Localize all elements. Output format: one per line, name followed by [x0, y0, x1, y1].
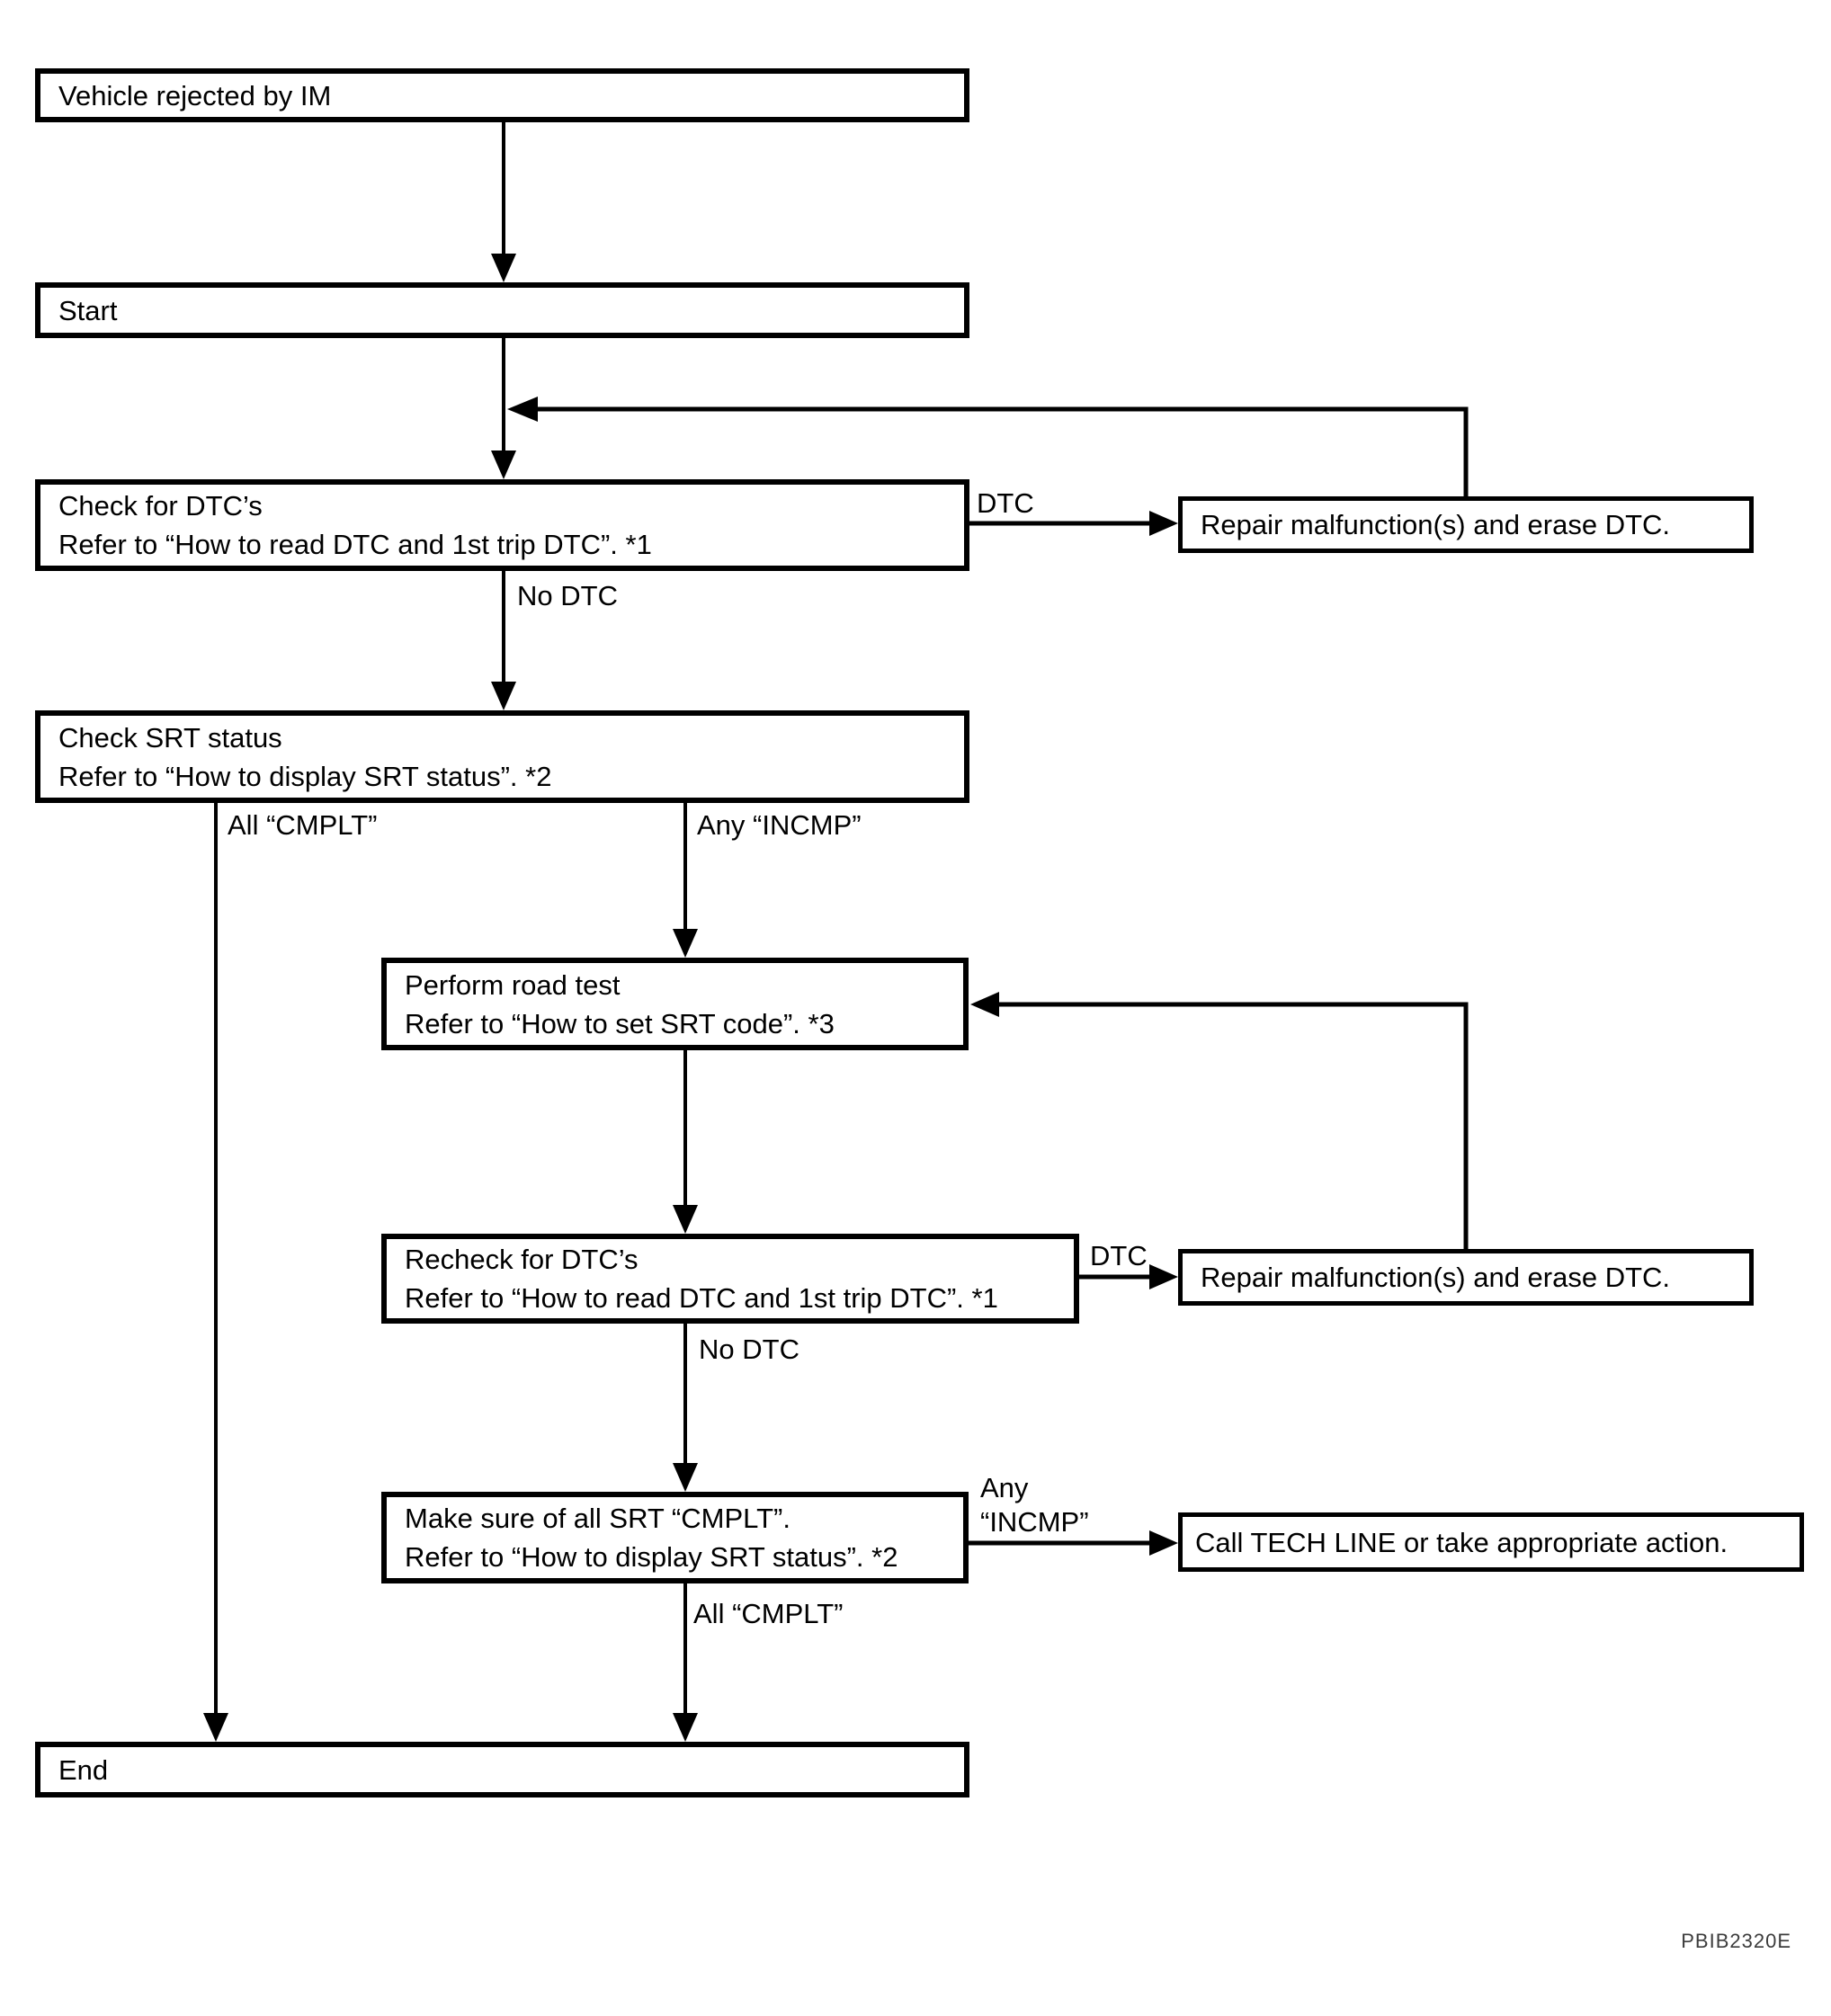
node-text-line: Repair malfunction(s) and erase DTC.	[1201, 1262, 1671, 1293]
edge-label-all-cmplt-1: All “CMPLT”	[228, 809, 378, 841]
node-text-line: Make sure of all SRT “CMPLT”.	[405, 1503, 790, 1534]
node-text-line: Check for DTC’s	[58, 490, 263, 522]
edge-vehicle-to-start	[491, 122, 516, 282]
node-text-line: Refer to “How to display SRT status”. *2	[58, 760, 552, 792]
edge-label-dtc-2: DTC	[1090, 1240, 1148, 1271]
node-text-line: Repair malfunction(s) and erase DTC.	[1201, 509, 1671, 540]
edge-label-no-dtc-2: No DTC	[699, 1334, 799, 1365]
node-check-srt-status	[35, 710, 969, 803]
node-text-line: Vehicle rejected by IM	[58, 79, 332, 112]
edge-check-dtc-to-check-srt	[491, 571, 516, 710]
edge-label-all-cmplt-2: All “CMPLT”	[693, 1598, 844, 1629]
node-text-line: End	[58, 1753, 109, 1786]
node-vehicle-rejected	[35, 68, 969, 122]
figure-code-label: PBIB2320E	[1681, 1930, 1791, 1952]
node-text-line: Perform road test	[405, 968, 621, 1001]
node-text-line: Start	[58, 294, 118, 326]
edge-label-no-dtc-1: No DTC	[517, 580, 618, 611]
node-text-line: Check SRT status	[58, 721, 282, 754]
node-text-line: Refer to “How to set SRT code”. *3	[405, 1007, 835, 1039]
edge-label-any-incmp-2-line1: Any	[980, 1472, 1029, 1503]
edge-recheck-to-make-sure	[673, 1324, 698, 1492]
node-recheck-for-dtcs	[381, 1234, 1079, 1324]
node-text-line: Refer to “How to read DTC and 1st trip DTC”. *1	[58, 529, 652, 560]
node-start	[35, 282, 969, 338]
edge-road-test-to-recheck	[673, 1050, 698, 1234]
edge-label-dtc-1: DTC	[977, 487, 1034, 519]
node-repair-erase-dtc-2	[1178, 1249, 1754, 1306]
edge-check-srt-to-road-test	[673, 803, 698, 958]
node-text-line: Refer to “How to display SRT status”. *2	[405, 1541, 898, 1573]
node-repair-erase-dtc-1	[1178, 496, 1754, 553]
edge-label-any-incmp-1: Any “INCMP”	[697, 809, 862, 841]
node-call-tech-line	[1178, 1512, 1804, 1572]
edge-check-srt-to-end	[203, 803, 228, 1742]
node-text-line: Refer to “How to read DTC and 1st trip DTC”. *1	[405, 1282, 998, 1314]
node-text-line: Call TECH LINE or take appropriate action.	[1195, 1526, 1728, 1558]
node-text-line: Recheck for DTC’s	[405, 1244, 639, 1275]
node-make-sure-srt-cmplt	[381, 1492, 969, 1583]
edge-feedback-bottom	[970, 992, 1466, 1249]
node-end	[35, 1742, 969, 1797]
edge-label-any-incmp-2-line2: “INCMP”	[980, 1506, 1089, 1538]
node-perform-road-test	[381, 958, 969, 1050]
node-check-for-dtcs	[35, 479, 969, 571]
